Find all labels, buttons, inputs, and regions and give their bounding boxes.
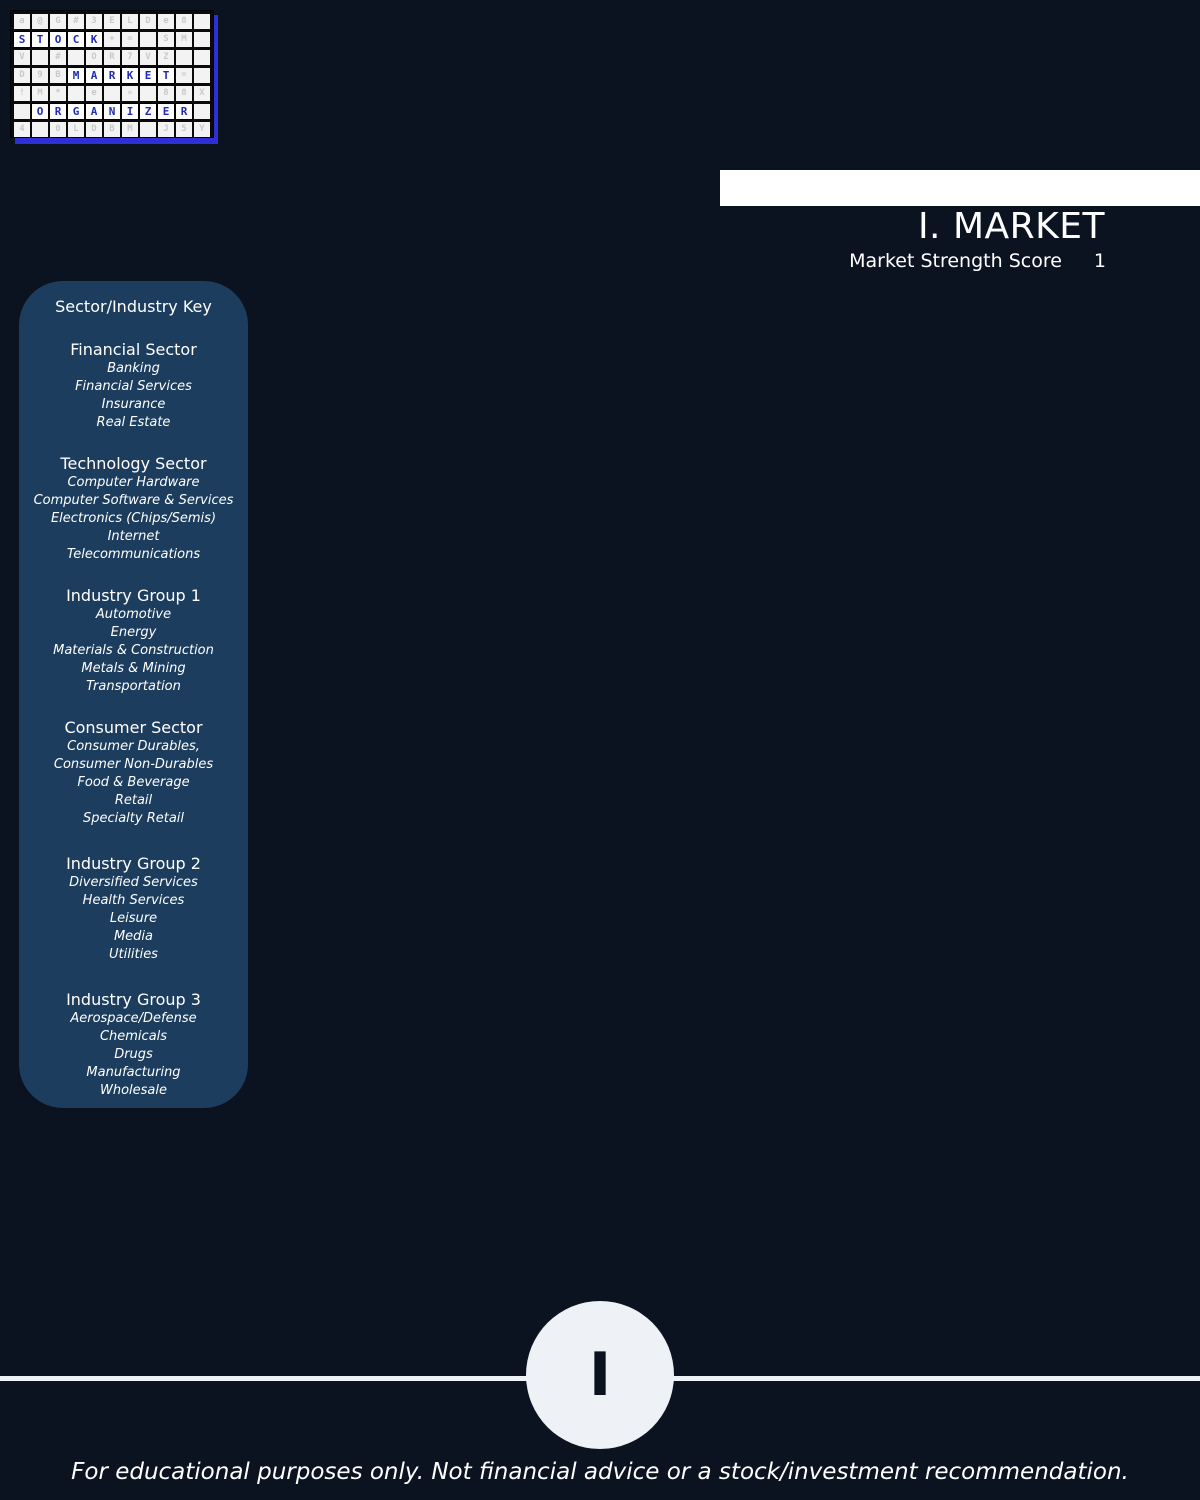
logo-word-letter: A <box>86 104 102 119</box>
stock-market-organizer-logo <box>10 10 218 144</box>
logo-filler-letter <box>32 122 48 137</box>
logo-filler-letter: 8 <box>176 86 192 101</box>
sector-group-name: Industry Group 3 <box>66 990 201 1009</box>
logo-filler-letter: L <box>122 14 138 29</box>
industry-item: Telecommunications <box>66 547 201 562</box>
logo-word-letter: E <box>158 104 174 119</box>
logo-word-letter: S <box>14 32 30 47</box>
logo-filler-letter: = <box>122 32 138 47</box>
logo-filler-letter <box>194 14 210 29</box>
logo-filler-letter: ! <box>14 86 30 101</box>
logo-word-letter: A <box>86 68 102 83</box>
logo-filler-letter: 3 <box>86 14 102 29</box>
logo-filler-letter: D <box>86 122 102 137</box>
logo-filler-letter: » <box>122 86 138 101</box>
industry-item: Drugs <box>114 1047 153 1062</box>
logo-filler-letter: 4 <box>14 122 30 137</box>
logo-filler-letter: B <box>50 68 66 83</box>
logo-word-letter: T <box>32 32 48 47</box>
market-strength-score <box>849 250 1106 272</box>
logo-filler-letter: O <box>86 50 102 65</box>
logo-filler-letter: J <box>158 122 174 137</box>
logo-filler-letter: 9 <box>32 68 48 83</box>
logo-filler-letter: 7 <box>122 50 138 65</box>
logo-filler-letter <box>140 32 156 47</box>
sector-group <box>19 717 248 828</box>
industry-item: Leisure <box>109 911 158 926</box>
industry-item: Chemicals <box>99 1029 168 1044</box>
industry-item: Transportation <box>86 679 181 694</box>
logo-filler-letter: 8 <box>176 14 192 29</box>
section-title: I. MARKET <box>917 206 1105 247</box>
logo-filler-letter: G <box>50 14 66 29</box>
logo-filler-letter <box>176 50 192 65</box>
industry-item: Internet <box>107 529 160 544</box>
logo-filler-letter: # <box>68 14 84 29</box>
logo-filler-letter: M <box>176 32 192 47</box>
logo-filler-letter: D <box>14 68 30 83</box>
logo-word-letter: T <box>158 68 174 83</box>
sector-group-name: Technology Sector <box>60 454 207 473</box>
industry-item: Materials & Construction <box>53 643 214 658</box>
sector-group-items <box>19 474 248 564</box>
industry-item: Electronics (Chips/Semis) <box>50 511 217 526</box>
logo-word-letter: E <box>140 68 156 83</box>
logo-filler-letter: e <box>86 86 102 101</box>
logo-filler-letter: S <box>158 32 174 47</box>
logo-filler-letter <box>194 50 210 65</box>
sector-group-name: Industry Group 2 <box>66 854 201 873</box>
logo-word-letter: C <box>68 32 84 47</box>
logo-filler-letter: @ <box>32 14 48 29</box>
logo-filler-letter <box>68 86 84 101</box>
industry-item: Consumer Non-Durables <box>53 757 214 772</box>
logo-filler-letter: # <box>50 50 66 65</box>
logo-filler-letter: M <box>122 122 138 137</box>
sector-group-name: Financial Sector <box>70 340 197 359</box>
sector-group <box>19 989 248 1100</box>
industry-item: Manufacturing <box>86 1065 181 1080</box>
industry-item: Retail <box>114 793 153 808</box>
logo-letter-grid <box>10 10 214 138</box>
logo-filler-letter: R <box>104 50 120 65</box>
logo-filler-letter <box>194 104 210 119</box>
industry-item: Financial Services <box>75 379 192 394</box>
logo-word-letter: R <box>176 104 192 119</box>
logo-filler-letter: V <box>140 50 156 65</box>
sector-group-items <box>19 874 248 964</box>
logo-filler-letter: X <box>194 86 210 101</box>
industry-item: Utilities <box>109 947 158 962</box>
sector-group-items <box>19 738 248 828</box>
industry-item: Insurance <box>101 397 166 412</box>
logo-filler-letter <box>140 86 156 101</box>
industry-item: Computer Hardware <box>67 475 200 490</box>
logo-filler-letter <box>194 32 210 47</box>
logo-filler-letter <box>32 50 48 65</box>
logo-filler-letter: + <box>104 32 120 47</box>
logo-word-letter: G <box>68 104 84 119</box>
logo-filler-letter: 0 <box>50 122 66 137</box>
logo-word-letter: R <box>104 68 120 83</box>
logo-word-letter: O <box>32 104 48 119</box>
industry-item: Food & Beverage <box>77 775 190 790</box>
score-label: Market Strength Score <box>849 250 1062 272</box>
logo-filler-letter <box>104 86 120 101</box>
logo-word-letter: M <box>68 68 84 83</box>
logo-filler-letter: e <box>158 14 174 29</box>
logo-word-letter: O <box>50 32 66 47</box>
logo-filler-letter: * <box>50 86 66 101</box>
industry-item: Wholesale <box>99 1083 167 1098</box>
industry-item: Metals & Mining <box>81 661 186 676</box>
sector-group <box>19 339 248 432</box>
sector-key-title: Sector/Industry Key <box>55 297 212 316</box>
industry-item: Banking <box>107 361 160 376</box>
logo-word-letter: N <box>104 104 120 119</box>
logo-filler-letter: 5 <box>176 122 192 137</box>
logo-filler-letter: 8 <box>158 86 174 101</box>
section-marker: I <box>526 1301 674 1449</box>
sector-group-items <box>19 1010 248 1100</box>
sector-group-name: Consumer Sector <box>64 718 203 737</box>
industry-item: Automotive <box>95 607 172 622</box>
logo-filler-letter: L <box>68 122 84 137</box>
logo-filler-letter: B <box>104 122 120 137</box>
logo-filler-letter <box>68 50 84 65</box>
industry-item: Specialty Retail <box>82 811 185 826</box>
logo-word-letter: R <box>50 104 66 119</box>
header-bar <box>720 170 1200 206</box>
industry-item: Real Estate <box>96 415 171 430</box>
industry-item: Health Services <box>82 893 185 908</box>
logo-filler-letter: E <box>104 14 120 29</box>
sector-group <box>19 585 248 696</box>
sector-group-items <box>19 360 248 432</box>
logo-filler-letter <box>194 68 210 83</box>
industry-item: Diversified Services <box>69 875 198 890</box>
sector-group <box>19 453 248 564</box>
logo-filler-letter <box>140 122 156 137</box>
industry-item: Computer Software & Services <box>33 493 234 508</box>
logo-filler-letter: V <box>14 50 30 65</box>
logo-filler-letter <box>14 104 30 119</box>
sector-industry-key <box>19 281 248 1108</box>
industry-item: Energy <box>110 625 157 640</box>
logo-word-letter: Z <box>140 104 156 119</box>
score-value: 1 <box>1093 250 1106 272</box>
logo-word-letter: I <box>122 104 138 119</box>
logo-filler-letter: D <box>140 14 156 29</box>
logo-word-letter: K <box>86 32 102 47</box>
logo-word-letter: K <box>122 68 138 83</box>
sector-group <box>19 853 248 964</box>
industry-item: Aerospace/Defense <box>70 1011 197 1026</box>
disclaimer: For educational purposes only. Not financial advice or a stock/investment recommendation. <box>71 1459 1129 1485</box>
logo-filler-letter: M <box>32 86 48 101</box>
logo-filler-letter: Y <box>194 122 210 137</box>
industry-item: Consumer Durables, <box>67 739 200 754</box>
logo-filler-letter: = <box>176 68 192 83</box>
logo-filler-letter: a <box>14 14 30 29</box>
sector-group-name: Industry Group 1 <box>66 586 201 605</box>
logo-filler-letter: Z <box>158 50 174 65</box>
industry-item: Media <box>113 929 154 944</box>
sector-group-items <box>19 606 248 696</box>
